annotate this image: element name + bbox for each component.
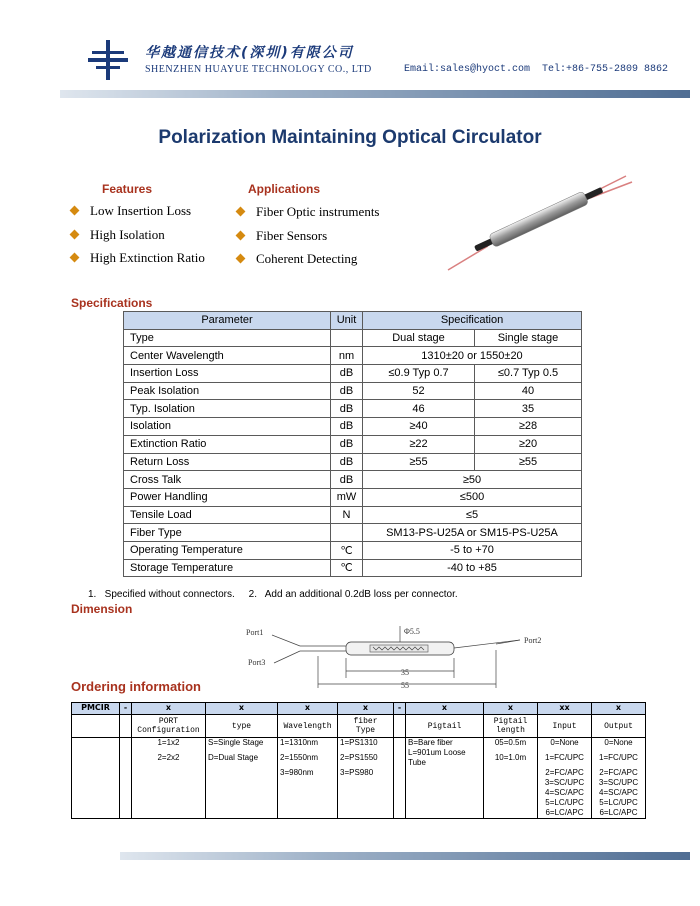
table-row — [124, 453, 582, 471]
code-port: x — [132, 703, 206, 715]
dimension-drawing — [240, 618, 560, 690]
input-options — [538, 738, 592, 819]
wavelength-option: 2=1550nm — [280, 753, 319, 762]
input-option: 6=LC/APC — [545, 808, 584, 817]
spec-unit: dB — [331, 365, 363, 383]
type-option: D=Dual Stage — [208, 753, 259, 762]
table-row — [124, 559, 582, 577]
spec-unit: dB — [331, 418, 363, 436]
code-dash: - — [120, 703, 132, 715]
code-fiber: x — [338, 703, 394, 715]
code-pigtail: x — [406, 703, 484, 715]
spec-value: ≤5 — [363, 506, 582, 524]
spec-dual-value: ≤0.9 Typ 0.7 — [363, 365, 475, 383]
input-option: 1=FC/UPC — [545, 753, 584, 762]
table-row — [124, 541, 582, 559]
diamond-bullet-icon — [236, 207, 246, 217]
label-length: Pigtail length — [484, 715, 538, 738]
spec-single-value: 40 — [475, 382, 582, 400]
spec-parameter: Center Wavelength — [124, 347, 331, 365]
code-dash: - — [394, 703, 406, 715]
spec-single-value: Single stage — [475, 329, 582, 347]
spec-unit — [331, 329, 363, 347]
spec-dual-value: Dual stage — [363, 329, 475, 347]
application-item: Fiber Optic instruments — [237, 204, 380, 220]
output-option: 4=SC/APC — [599, 788, 638, 797]
spec-parameter: Peak Isolation — [124, 382, 331, 400]
spec-parameter: Type — [124, 329, 331, 347]
wavelength-options — [278, 738, 338, 819]
label-empty — [394, 715, 406, 738]
pigtail-option: B=Bare fiber — [408, 738, 453, 747]
label-wavelength: Wavelength — [278, 715, 338, 738]
table-row — [124, 435, 582, 453]
spec-dual-value: ≥55 — [363, 453, 475, 471]
total-length-label: 55 — [401, 681, 409, 690]
input-option: 5=LC/UPC — [545, 798, 584, 807]
options-empty — [394, 738, 406, 819]
fiber-option: 2=PS1550 — [340, 753, 378, 762]
dimension-heading: Dimension — [71, 602, 133, 616]
spec-unit: dB — [331, 435, 363, 453]
input-option: 0=None — [550, 738, 579, 747]
spec-parameter: Cross Talk — [124, 471, 331, 489]
table-row — [124, 400, 582, 418]
port-options — [132, 738, 206, 819]
diamond-bullet-icon — [70, 253, 80, 263]
diamond-bullet-icon — [70, 230, 80, 240]
code-output: x — [592, 703, 646, 715]
input-option: 2=FC/APC — [545, 768, 584, 777]
port-option: 1=1x2 — [157, 738, 180, 747]
code-prefix: PMCIR — [72, 703, 120, 715]
wavelength-option: 3=980nm — [280, 768, 314, 777]
table-row — [124, 365, 582, 383]
spec-dual-value: 52 — [363, 382, 475, 400]
application-item: Coherent Detecting — [237, 251, 357, 267]
table-row — [124, 347, 582, 365]
body-length-label: 35 — [401, 668, 409, 677]
input-option: 3=SC/UPC — [544, 778, 585, 787]
spec-dual-value: ≥22 — [363, 435, 475, 453]
code-input: xx — [538, 703, 592, 715]
table-row — [124, 524, 582, 542]
spec-unit: dB — [331, 382, 363, 400]
spec-parameter: Operating Temperature — [124, 541, 331, 559]
feature-item: High Extinction Ratio — [71, 250, 205, 266]
spec-value: -5 to +70 — [363, 541, 582, 559]
company-logo-icon — [88, 40, 128, 80]
type-option: S=Single Stage — [208, 738, 264, 747]
spec-single-value: 35 — [475, 400, 582, 418]
spec-value: ≤500 — [363, 488, 582, 506]
ordering-label-row — [72, 715, 646, 738]
spec-single-value: ≥20 — [475, 435, 582, 453]
spec-parameter: Insertion Loss — [124, 365, 331, 383]
features-heading: Features — [102, 182, 153, 196]
feature-item: Low Insertion Loss — [71, 203, 191, 219]
spec-unit: N — [331, 506, 363, 524]
diameter-label: Φ5.5 — [404, 627, 420, 636]
feature-item: High Isolation — [71, 227, 165, 243]
pigtail-option: L=901um Loose Tube — [408, 748, 466, 767]
spec-unit: mW — [331, 488, 363, 506]
type-options — [206, 738, 278, 819]
spec-dual-value: ≥40 — [363, 418, 475, 436]
label-pigtail: Pigtail — [406, 715, 484, 738]
spec-parameter: Tensile Load — [124, 506, 331, 524]
output-option: 2=FC/APC — [599, 768, 638, 777]
code-type: x — [206, 703, 278, 715]
ordering-code-row — [72, 703, 646, 715]
spec-value: SM13-PS-U25A or SM15-PS-U25A — [363, 524, 582, 542]
spec-col-specification: Specification — [363, 312, 582, 330]
table-row — [124, 329, 582, 347]
output-option: 3=SC/UPC — [598, 778, 639, 787]
fiber-option: 3=PS980 — [340, 768, 374, 777]
table-row — [124, 471, 582, 489]
label-empty — [120, 715, 132, 738]
spec-dual-value: 46 — [363, 400, 475, 418]
applications-heading: Applications — [248, 182, 321, 196]
table-row — [124, 382, 582, 400]
spec-parameter: Storage Temperature — [124, 559, 331, 577]
pigtail-options — [406, 738, 484, 819]
spec-parameter: Typ. Isolation — [124, 400, 331, 418]
label-output: Output — [592, 715, 646, 738]
application-item: Fiber Sensors — [237, 228, 327, 244]
spec-single-value: ≥55 — [475, 453, 582, 471]
spec-unit: ℃ — [331, 541, 363, 559]
label-type: type — [206, 715, 278, 738]
diamond-bullet-icon — [236, 231, 246, 241]
length-option: 10=1.0m — [494, 753, 527, 762]
spec-col-parameter: Parameter — [124, 312, 331, 330]
port2-label: Port2 — [524, 636, 542, 645]
spec-single-value: ≤0.7 Typ 0.5 — [475, 365, 582, 383]
circulator-product-image — [440, 170, 640, 280]
options-empty — [72, 738, 120, 819]
port1-label: Port1 — [246, 628, 264, 637]
code-length: x — [484, 703, 538, 715]
fiber-option: 1=PS1310 — [340, 738, 378, 747]
spec-parameter: Isolation — [124, 418, 331, 436]
label-empty — [72, 715, 120, 738]
table-row — [124, 506, 582, 524]
spec-value: ≥50 — [363, 471, 582, 489]
code-wavelength: x — [278, 703, 338, 715]
output-option: 6=LC/APC — [599, 808, 638, 817]
spec-unit: ℃ — [331, 559, 363, 577]
label-port: PORT Configuration — [132, 715, 206, 738]
output-option: 5=LC/UPC — [599, 798, 638, 807]
company-name-en: SHENZHEN HUAYUE TECHNOLOGY CO., LTD — [145, 64, 372, 75]
ordering-options-row — [72, 738, 646, 819]
spec-col-unit: Unit — [331, 312, 363, 330]
spec-parameter: Power Handling — [124, 488, 331, 506]
specifications-heading: Specifications — [71, 296, 153, 310]
ordering-table — [71, 702, 646, 819]
specifications-table — [123, 311, 582, 577]
spec-value: -40 to +85 — [363, 559, 582, 577]
spec-unit — [331, 524, 363, 542]
spec-unit: nm — [331, 347, 363, 365]
footer-divider-bar — [120, 852, 690, 860]
header-divider-bar — [60, 90, 690, 98]
spec-unit: dB — [331, 400, 363, 418]
spec-parameter: Return Loss — [124, 453, 331, 471]
spec-value: 1310±20 or 1550±20 — [363, 347, 582, 365]
options-empty — [120, 738, 132, 819]
port3-label: Port3 — [248, 658, 266, 667]
output-option: 0=None — [604, 738, 633, 747]
spec-unit: dB — [331, 453, 363, 471]
input-option: 4=SC/APC — [545, 788, 584, 797]
output-options — [592, 738, 646, 819]
spec-notes: 1. Specified without connectors. 2. Add an additional 0.2dB loss per connector. — [88, 589, 458, 600]
spec-single-value: ≥28 — [475, 418, 582, 436]
spec-parameter: Extinction Ratio — [124, 435, 331, 453]
spec-unit: dB — [331, 471, 363, 489]
page-title: Polarization Maintaining Optical Circulator — [158, 127, 542, 148]
port-option: 2=2x2 — [157, 753, 180, 762]
output-option: 1=FC/UPC — [599, 753, 638, 762]
spec-header-row — [124, 312, 582, 330]
diamond-bullet-icon — [70, 206, 80, 216]
table-row — [124, 488, 582, 506]
spec-parameter: Fiber Type — [124, 524, 331, 542]
contact-info: Email:sales@hyoct.com Tel:+86-755-2809 8862 — [404, 64, 669, 75]
label-input: Input — [538, 715, 592, 738]
company-name-cn: 华越通信技术(深圳)有限公司 — [145, 45, 354, 61]
label-fiber: fiber Type — [338, 715, 394, 738]
fiber-options — [338, 738, 394, 819]
length-options — [484, 738, 538, 819]
diamond-bullet-icon — [236, 254, 246, 264]
ordering-heading: Ordering information — [71, 679, 201, 694]
table-row — [124, 418, 582, 436]
length-option: 05=0.5m — [494, 738, 527, 747]
wavelength-option: 1=1310nm — [280, 738, 319, 747]
